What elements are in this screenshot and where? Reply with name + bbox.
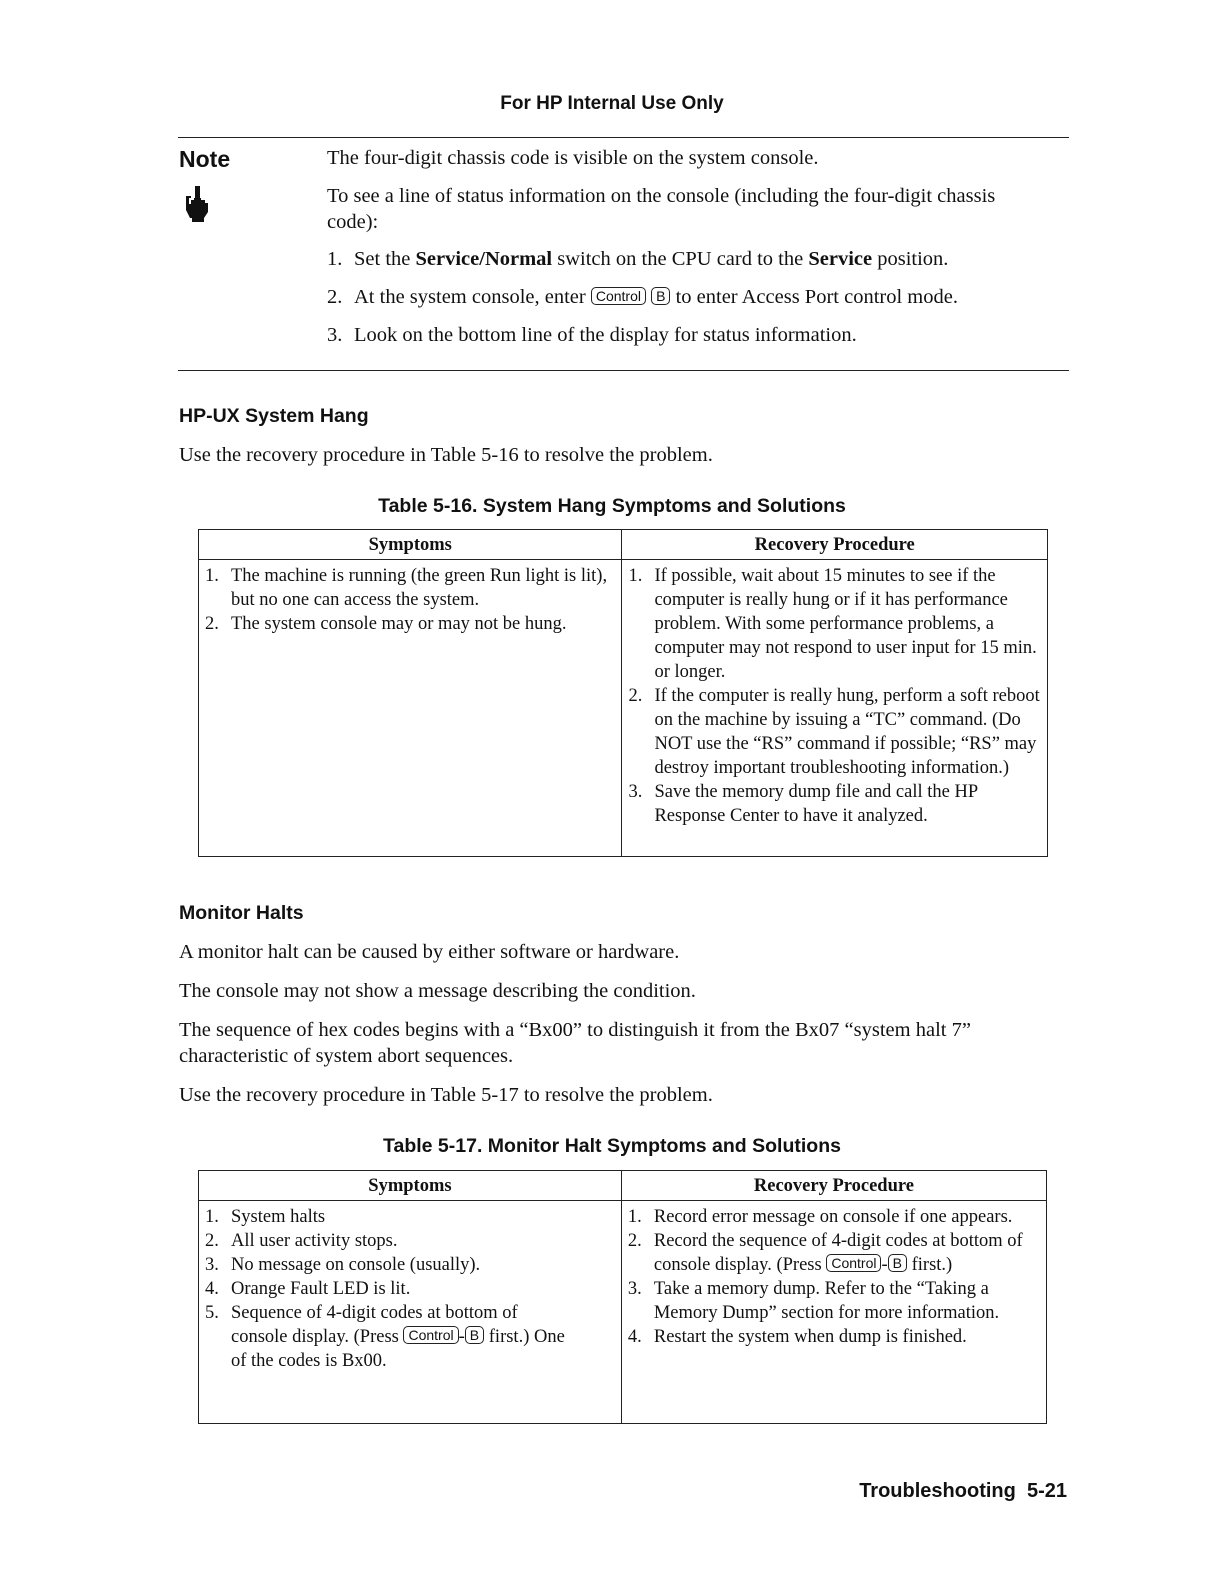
service-label: Service	[808, 248, 873, 270]
b-key-icon: B	[465, 1326, 484, 1344]
list-item: 1. System halts	[205, 1207, 326, 1227]
page-header: For HP Internal Use Only	[500, 93, 724, 114]
recovery-cell	[621, 1201, 1046, 1424]
control-key-icon: Control	[591, 287, 646, 305]
system-hang-table	[198, 529, 1048, 857]
recovery-header: Recovery Procedure	[622, 530, 1048, 560]
b-key-icon: B	[651, 287, 670, 305]
step-number: 1.	[327, 248, 343, 270]
list-item: 1. The machine is running (the green Run light is lit), but no one can access the system.	[205, 566, 608, 610]
monitor-halts-para-3: The sequence of hex codes begins with a “Bx00” to distinguish it from the Bx07 “system halt 7” characteristic of system abort sequences.	[179, 1019, 971, 1067]
step-number: 3.	[327, 324, 343, 346]
symptoms-header: Symptoms	[199, 530, 622, 560]
list-item: 2. Record the sequence of 4-digit codes at bottom of console display. (Press Control - B first.)	[627, 1231, 1023, 1275]
monitor-halts-para-4: Use the recovery procedure in Table 5-17 to resolve the problem.	[179, 1084, 713, 1106]
list-item: 3. No message on console (usually).	[205, 1255, 481, 1275]
monitor-halts-para-2: The console may not show a message describing the condition.	[179, 980, 696, 1002]
note-top-rule	[178, 137, 1069, 138]
symptoms-cell	[199, 560, 622, 857]
note-step-1	[327, 246, 1067, 272]
step-text: At the system console, enter	[354, 286, 591, 308]
section-heading-system-hang: HP-UX System Hang	[179, 405, 369, 427]
list-item: 1. Record error message on console if one appears.	[627, 1207, 1013, 1227]
note-bottom-rule	[178, 370, 1069, 371]
list-item: 2. If the computer is really hung, perform a soft reboot on the machine by issuing a “TC” command. (Do NOT use the “RS” command if possible; “RS” may destroy important troubleshooting information.)	[628, 686, 1040, 778]
list-item: 4. Restart the system when dump is finished.	[627, 1327, 967, 1347]
symptoms-header: Symptoms	[199, 1171, 622, 1201]
step-text: Look on the bottom line of the display for status information.	[354, 324, 857, 346]
pointing-hand-icon	[183, 186, 211, 222]
list-item: 3. Take a memory dump. Refer to the “Taking a Memory Dump” section for more information.	[627, 1279, 1000, 1323]
step-text: Set the	[354, 248, 416, 270]
footer-section: Troubleshooting	[859, 1480, 1016, 1502]
note-line-2: To see a line of status information on the console (including the four-digit chassis code):	[327, 185, 996, 233]
note-step-3	[327, 322, 1067, 348]
monitor-halt-table	[198, 1170, 1047, 1424]
note-title: Note	[179, 146, 231, 172]
control-key-icon: Control	[826, 1254, 881, 1272]
step-text: position.	[872, 248, 949, 270]
list-item: 5. Sequence of 4-digit codes at bottom of console display. (Press Control - B first.) One of the codes is Bx00.	[205, 1303, 565, 1371]
symptoms-cell	[199, 1201, 622, 1424]
page-footer	[859, 1480, 1067, 1503]
list-item: 4. Orange Fault LED is lit.	[205, 1279, 411, 1299]
monitor-halts-para-1: A monitor halt can be caused by either software or hardware.	[179, 941, 680, 963]
service-normal-label: Service/Normal	[415, 248, 553, 270]
step-number: 2.	[327, 286, 343, 308]
page-number: 5-21	[1026, 1480, 1067, 1502]
step-text: to enter Access Port control mode.	[670, 286, 958, 308]
section-heading-monitor-halts: Monitor Halts	[179, 902, 304, 924]
b-key-icon: B	[888, 1254, 907, 1272]
table-5-16-caption: Table 5-16. System Hang Symptoms and Solutions	[378, 495, 846, 517]
note-line-1: The four-digit chassis code is visible on the system console.	[327, 147, 819, 169]
table-5-17-caption: Table 5-17. Monitor Halt Symptoms and Solutions	[383, 1135, 841, 1157]
note-step-2	[327, 284, 1067, 310]
list-item: 3. Save the memory dump file and call the HP Response Center to have it analyzed.	[628, 782, 978, 826]
recovery-header: Recovery Procedure	[621, 1171, 1046, 1201]
list-item: 2. All user activity stops.	[205, 1231, 398, 1251]
step-text: switch on the CPU card to the	[552, 248, 809, 270]
system-hang-intro: Use the recovery procedure in Table 5-16 to resolve the problem.	[179, 444, 713, 466]
recovery-cell	[622, 560, 1048, 857]
list-item: 1. If possible, wait about 15 minutes to see if the computer is really hung or if it has performance problem. With some performance problems, a computer may not respond to user input for 15 min. or longer.	[628, 566, 1037, 682]
control-key-icon: Control	[403, 1326, 458, 1344]
list-item: 2. The system console may or may not be hung.	[205, 614, 567, 634]
